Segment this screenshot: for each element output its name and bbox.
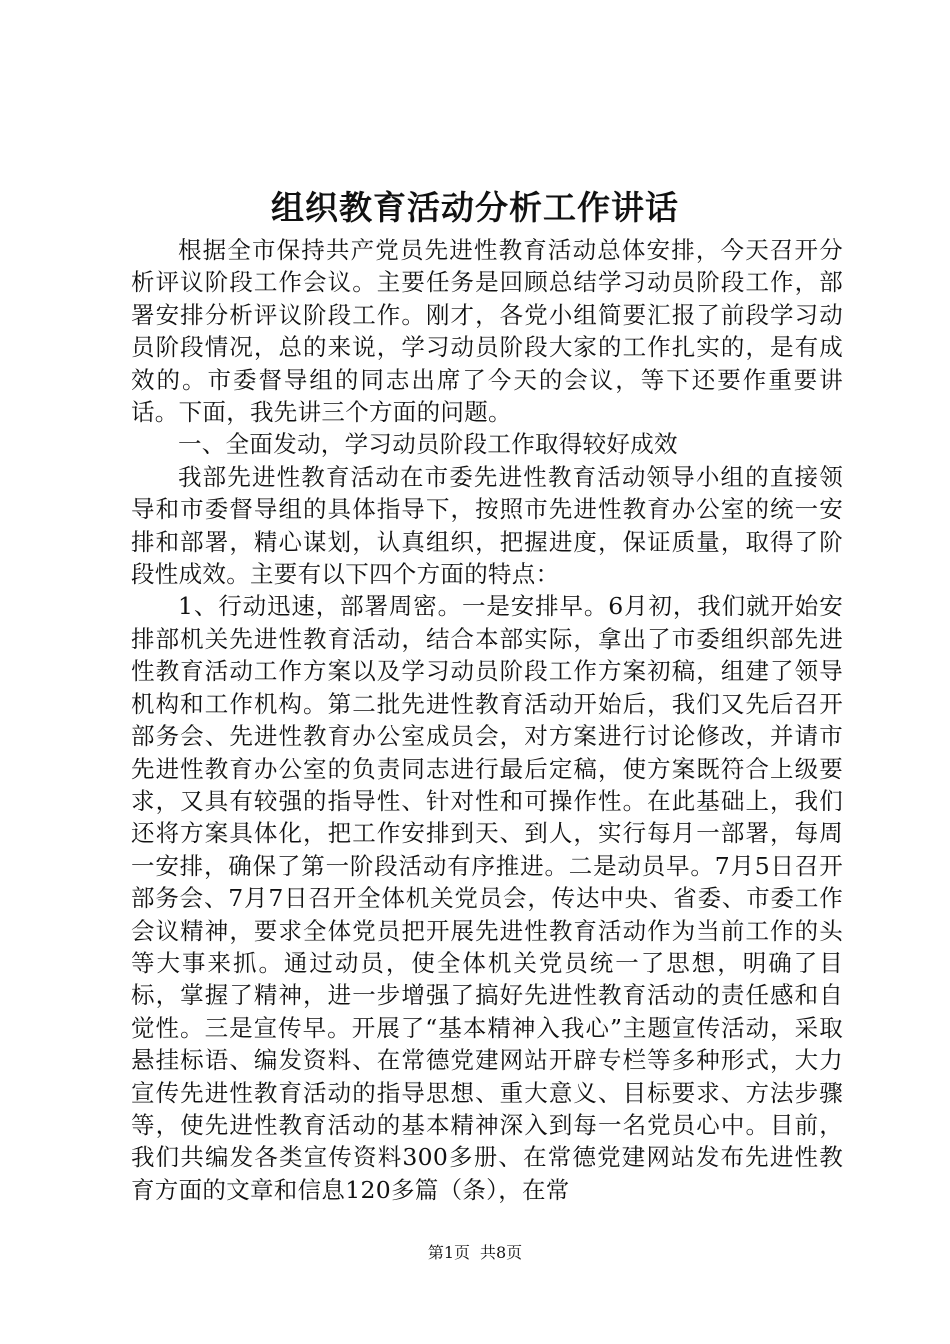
paragraph-overview: 我部先进性教育活动在市委先进性教育活动领导小组的直接领导和市委督导组的具体指导下，按照市先进性教育办公室的统一安排和部署，精心谋划，认真组织，把握进度，保证质量，取得了阶段性成效。主要有以下四个方面的特点： — [131, 462, 843, 589]
paragraph-section-heading: 一、全面发动，学习动员阶段工作取得较好成效 — [178, 430, 678, 459]
document-body — [131, 234, 843, 1206]
paragraph-intro: 根据全市保持共产党员先进性教育活动总体安排，今天召开分析评议阶段工作会议。主要任务是回顾总结学习动员阶段工作，部署安排分析评议阶段工作。刚才，各党小组简要汇报了前段学习动员阶段情况，总的来说，学习动员阶段大家的工作扎实的，是有成效的。市委督导组的同志出席了今天的会议，等下还要作重要讲话。下面，我先讲三个方面的问题。 — [131, 236, 843, 427]
page-footer — [0, 1241, 950, 1265]
paragraph-point-1: 1、行动迅速，部署周密。一是安排早。6月初，我们就开始安排部机关先进性教育活动，结合本部实际，拿出了市委组织部先进性教育活动工作方案以及学习动员阶段工作方案初稿，组建了领导机构和工作机构。第二批先进性教育活动开始后，我们又先后召开部务会、先进性教育办公室成员会，对方案进行讨论修改，并请市先进性教育办公室的负责同志进行最后定稿，使方案既符合上级要求，又具有较强的指导性、针对性和可操作性。在此基础上，我们还将方案具体化，把工作安排到天、到人，实行每月一部署，每周一安排，确保了第一阶段活动有序推进。二是动员早。7月5日召开部务会、7月7日召开全体机关党员会，传达中央、省委、市委工作会议精神，要求全体党员把开展先进性教育活动作为当前工作的头等大事来抓。通过动员，使全体机关党员统一了思想，明确了目标，掌握了精神，进一步增强了搞好先进性教育活动的责任感和自觉性。三是宣传早。开展了“基本精神入我心”主题宣传活动，采取悬挂标语、编发资料、在常德党建网站开辟专栏等多种形式，大力宣传先进性教育活动的指导思想、重大意义、目标要求、方法步骤等，使先进性教育活动的基本精神深入到每一名党员心中。目前，我们共编发各类宣传资料300多册、在常德党建网站发布先进性教育方面的文章和信息120多篇（条），在常 — [131, 592, 843, 1204]
page-total: 共8页 — [480, 1243, 523, 1262]
page-number: 第1页 — [427, 1243, 470, 1262]
document-title: 组织教育活动分析工作讲话 — [271, 188, 679, 227]
